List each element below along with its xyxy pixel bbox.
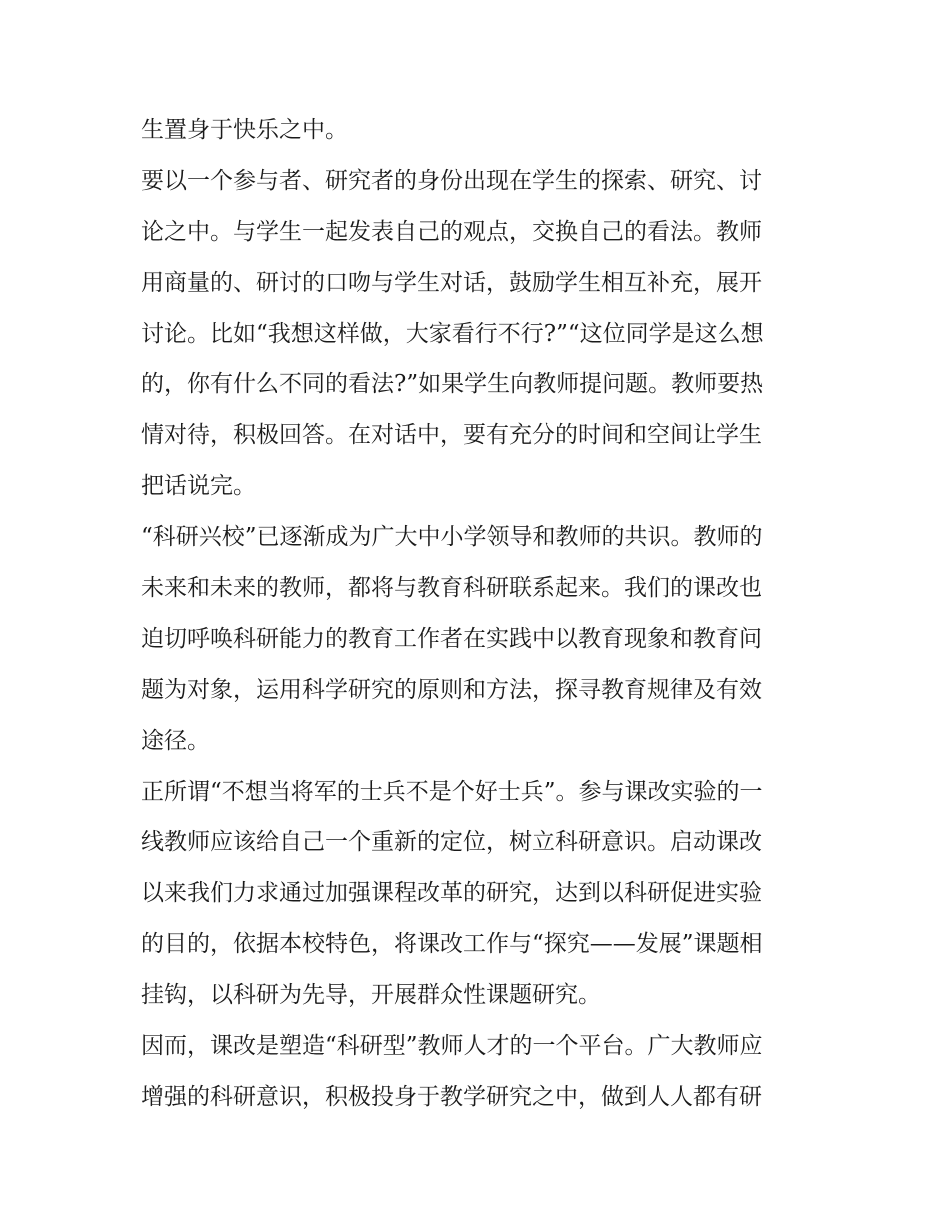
text-line: 未来和未来的教师，都将与教育科研联系起来。我们的课改也 <box>141 575 762 602</box>
text-line: 正所谓“不想当将军的士兵不是个好士兵”。参与课改实验的一 <box>141 778 763 805</box>
text-line: 途径。 <box>141 727 210 754</box>
text-line: 以来我们力求通过加强课程改革的研究，达到以科研促进实验 <box>141 880 762 907</box>
text-line: 因而，课改是塑造“科研型”教师人才的一个平台。广大教师应 <box>141 1033 763 1060</box>
text-line: 生置身于快乐之中。 <box>141 117 348 143</box>
text-line: 把话说完。 <box>141 473 256 500</box>
text-line: 的，你有什么不同的看法?”如果学生向教师提问题。教师要热 <box>141 371 764 398</box>
text-line: 讨论。比如“我想这样做，大家看行不行?”“这位同学是这么想 <box>141 320 764 347</box>
document-body <box>141 105 813 1123</box>
text-line: 增强的科研意识，积极投身于教学研究之中，做到人人都有研 <box>141 1083 762 1110</box>
text-line: 用商量的、研讨的口吻与学生对话，鼓励学生相互补充，展开 <box>141 269 762 296</box>
text-line: 论之中。与学生一起发表自己的观点，交换自己的看法。教师 <box>141 218 762 245</box>
text-line: 情对待，积极回答。在对话中，要有充分的时间和空间让学生 <box>141 422 762 449</box>
text-line: 要以一个参与者、研究者的身份出现在学生的探索、研究、讨 <box>141 167 762 194</box>
text-line: 挂钩，以科研为先导，开展群众性课题研究。 <box>141 982 601 1009</box>
text-line: 线教师应该给自己一个重新的定位，树立科研意识。启动课改 <box>141 829 762 856</box>
text-line: “科研兴校”已逐渐成为广大中小学领导和教师的共识。教师的 <box>141 524 763 551</box>
text-line: 的目的，依据本校特色，将课改工作与“探究——发展”课题相 <box>141 931 763 958</box>
text-line: 题为对象，运用科学研究的原则和方法，探寻教育规律及有效 <box>141 676 762 703</box>
text-line: 迫切呼唤科研能力的教育工作者在实践中以教育现象和教育问 <box>141 625 762 652</box>
